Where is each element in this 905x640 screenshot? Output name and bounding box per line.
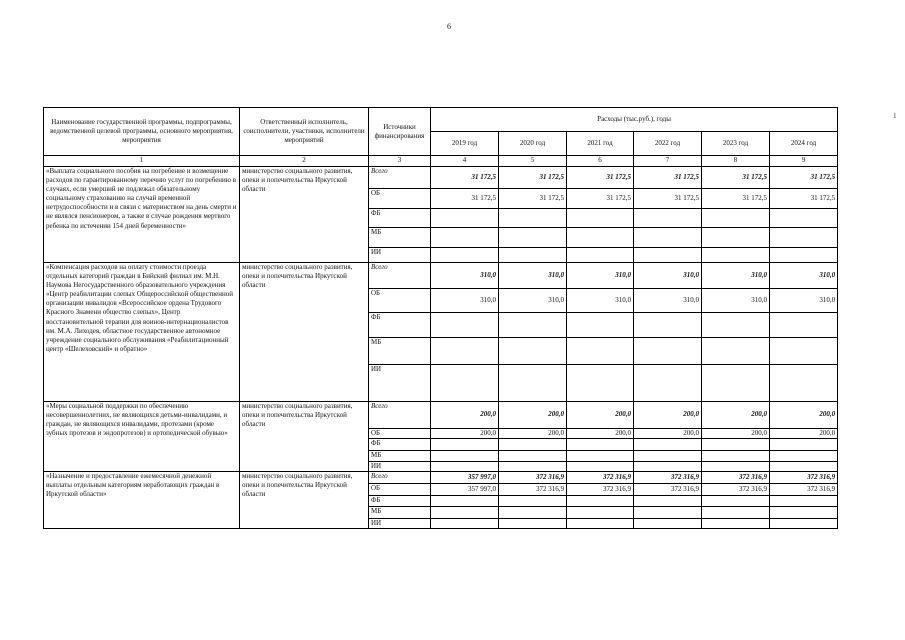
expense-value xyxy=(499,496,567,507)
expense-value: 372 316,9 xyxy=(770,484,838,496)
funding-source-label: ФБ xyxy=(369,209,431,228)
expense-value: 31 172,5 xyxy=(499,167,567,189)
header-executor: Ответственный исполнитель, соисполнители, участники, исполнители мероприятий xyxy=(240,108,369,156)
expense-value xyxy=(499,451,567,462)
expense-value: 372 316,9 xyxy=(567,472,634,484)
expense-value: 200,0 xyxy=(499,402,567,429)
funding-source-label: МБ xyxy=(369,228,431,248)
expense-value: 31 172,5 xyxy=(634,167,702,189)
column-number: 2 xyxy=(240,156,369,167)
expense-value xyxy=(634,338,702,365)
expense-value xyxy=(499,439,567,451)
funding-source-label: ИИ xyxy=(369,519,431,529)
measure-source-row xyxy=(44,402,838,429)
expense-value: 31 172,5 xyxy=(702,189,770,209)
expense-value xyxy=(567,248,634,263)
expense-value xyxy=(431,338,499,365)
expense-value xyxy=(702,462,770,472)
expense-value xyxy=(431,519,499,529)
expense-value xyxy=(431,228,499,248)
expense-value xyxy=(702,519,770,529)
expense-value xyxy=(634,496,702,507)
expense-value xyxy=(634,209,702,228)
expense-value xyxy=(567,519,634,529)
funding-source-label: Всего xyxy=(369,402,431,429)
expense-value xyxy=(431,496,499,507)
expense-value xyxy=(634,507,702,519)
column-number: 3 xyxy=(369,156,431,167)
expense-value xyxy=(431,462,499,472)
expense-value: 372 316,9 xyxy=(770,472,838,484)
expense-value: 200,0 xyxy=(770,402,838,429)
funding-source-label: ОБ xyxy=(369,289,431,313)
expense-value: 200,0 xyxy=(431,429,499,439)
expense-value: 310,0 xyxy=(702,263,770,289)
expense-value: 310,0 xyxy=(567,263,634,289)
expense-value: 310,0 xyxy=(634,263,702,289)
funding-source-label: ИИ xyxy=(369,365,431,402)
expense-value: 357 997,0 xyxy=(431,472,499,484)
expense-value: 372 316,9 xyxy=(702,484,770,496)
measure-executor: министерство социального развития, опеки и попечительства Иркутской области xyxy=(240,263,369,402)
expense-value: 200,0 xyxy=(770,429,838,439)
header-year: 2022 год xyxy=(634,132,702,156)
expense-value xyxy=(499,365,567,402)
measure-name: «Компенсация расходов на оплату стоимости проезда отдельных категорий граждан в Бийский филиал им. М.Н. Наумова Негосударственного образовательного учреждения «Центр реабилитации слепых Общероссийской общественной организации инвалидов «Всероссийское ордена Трудового Красного Знамени общество слепых», Центр восстановительной терапии для воинов-интернационалистов им. М.А. Лиходея, областное государственное автономное учреждение социального обслуживания «Реабилитационный центр «Шелеховский» и обратно» xyxy=(44,263,240,402)
expense-value: 31 172,5 xyxy=(567,167,634,189)
expense-value: 31 172,5 xyxy=(567,189,634,209)
expense-value: 200,0 xyxy=(567,429,634,439)
expense-value xyxy=(634,365,702,402)
funding-source-label: Всего xyxy=(369,167,431,189)
column-number: 7 xyxy=(634,156,702,167)
measure-executor: министерство социального развития, опеки и попечительства Иркутской области xyxy=(240,167,369,263)
expense-value xyxy=(634,248,702,263)
expense-value xyxy=(567,313,634,338)
expense-value xyxy=(702,507,770,519)
expense-value xyxy=(770,313,838,338)
header-year: 2020 год xyxy=(499,132,567,156)
funding-source-label: ИИ xyxy=(369,462,431,472)
expense-value xyxy=(702,228,770,248)
expense-value: 310,0 xyxy=(431,289,499,313)
measure-executor: министерство социального развития, опеки и попечительства Иркутской области xyxy=(240,472,369,529)
expense-value xyxy=(499,209,567,228)
expense-value xyxy=(499,519,567,529)
expense-value: 31 172,5 xyxy=(634,189,702,209)
expense-value xyxy=(634,313,702,338)
expense-value: 200,0 xyxy=(702,402,770,429)
column-number: 6 xyxy=(567,156,634,167)
expense-value xyxy=(770,507,838,519)
expense-value: 310,0 xyxy=(634,289,702,313)
header-year: 2024 год xyxy=(770,132,838,156)
header-sources: Источники финансирования xyxy=(369,108,431,156)
expense-value xyxy=(499,507,567,519)
header-row xyxy=(44,108,838,132)
expense-value: 372 316,9 xyxy=(499,484,567,496)
expense-value xyxy=(634,451,702,462)
expense-value: 200,0 xyxy=(634,429,702,439)
expense-value xyxy=(770,228,838,248)
funding-source-label: МБ xyxy=(369,338,431,365)
expense-value xyxy=(770,365,838,402)
header-expenses: Расходы (тыс.руб.), годы xyxy=(431,108,838,132)
margin-mark: 1 xyxy=(893,112,897,120)
expense-value xyxy=(634,462,702,472)
expense-value xyxy=(431,451,499,462)
expense-value xyxy=(499,313,567,338)
expense-value xyxy=(567,338,634,365)
expense-value: 31 172,5 xyxy=(770,167,838,189)
expenses-table xyxy=(43,107,838,529)
measure-name: «Выплата социального пособия на погребение и возмещение расходов по гарантированному перечню услуг по погребению в случаях, если умерший не подлежал обязательному социальному страхованию на случай временной нетрудоспособности и в связи с материнством на день смерти и не являлся пенсионером, а также в случае рождения мертвого ребенка по истечении 154 дней беременности» xyxy=(44,167,240,263)
expense-value xyxy=(567,209,634,228)
expense-value xyxy=(702,496,770,507)
expense-value xyxy=(431,313,499,338)
column-number: 5 xyxy=(499,156,567,167)
measure-name: «Назначение и предоставление ежемесячной денежной выплаты отдельным категориям неработающих граждан в Иркутской области» xyxy=(44,472,240,529)
expense-value: 31 172,5 xyxy=(770,189,838,209)
funding-source-label: Всего xyxy=(369,263,431,289)
expense-value xyxy=(770,209,838,228)
expense-value: 200,0 xyxy=(431,402,499,429)
expense-value: 200,0 xyxy=(567,402,634,429)
expense-value xyxy=(499,228,567,248)
expense-value xyxy=(431,365,499,402)
expense-value xyxy=(567,496,634,507)
expense-value xyxy=(567,228,634,248)
column-number: 8 xyxy=(702,156,770,167)
column-number: 4 xyxy=(431,156,499,167)
funding-source-label: ФБ xyxy=(369,496,431,507)
column-number-row xyxy=(44,156,838,167)
expense-value: 310,0 xyxy=(770,289,838,313)
expense-value xyxy=(634,519,702,529)
expense-value xyxy=(431,248,499,263)
expense-value xyxy=(770,338,838,365)
expense-value: 372 316,9 xyxy=(499,472,567,484)
header-year: 2023 год xyxy=(702,132,770,156)
expense-value xyxy=(567,439,634,451)
expense-value xyxy=(770,451,838,462)
funding-source-label: ОБ xyxy=(369,189,431,209)
expense-value: 372 316,9 xyxy=(634,472,702,484)
expense-value xyxy=(567,507,634,519)
expense-value xyxy=(702,248,770,263)
expense-value: 372 316,9 xyxy=(702,472,770,484)
expense-value xyxy=(567,451,634,462)
expense-value: 310,0 xyxy=(567,289,634,313)
funding-source-label: МБ xyxy=(369,507,431,519)
header-year: 2019 год xyxy=(431,132,499,156)
funding-source-label: МБ xyxy=(369,451,431,462)
expense-value xyxy=(431,439,499,451)
funding-source-label: ФБ xyxy=(369,313,431,338)
expense-value xyxy=(702,439,770,451)
expense-value: 200,0 xyxy=(702,429,770,439)
expense-value xyxy=(499,248,567,263)
column-number: 9 xyxy=(770,156,838,167)
funding-source-label: ОБ xyxy=(369,484,431,496)
measure-executor: министерство социального развития, опеки и попечительства Иркутской области xyxy=(240,402,369,472)
measure-name: «Меры социальной поддержки по обеспечению несовершеннолетних, не являющихся детьми-инвалидами, и граждан, не являющихся инвалидами, протезами (кроме зубных протезов и эндопротезов) и ортопедической обувью» xyxy=(44,402,240,472)
expense-value xyxy=(702,365,770,402)
funding-source-label: Всего xyxy=(369,472,431,484)
expense-value: 31 172,5 xyxy=(702,167,770,189)
expense-value xyxy=(499,338,567,365)
measure-source-row xyxy=(44,263,838,289)
expense-value xyxy=(567,365,634,402)
expense-value xyxy=(702,451,770,462)
expense-value xyxy=(702,338,770,365)
expense-value: 310,0 xyxy=(770,263,838,289)
funding-source-label: ФБ xyxy=(369,439,431,451)
funding-source-label: ОБ xyxy=(369,429,431,439)
expense-value xyxy=(770,462,838,472)
expense-value xyxy=(770,439,838,451)
expense-value xyxy=(702,209,770,228)
expense-value xyxy=(770,496,838,507)
expense-value xyxy=(499,462,567,472)
expense-value: 31 172,5 xyxy=(431,189,499,209)
header-program: Наименование государственной программы, подпрограммы, ведомственной целевой программы, основного мероприятия, мероприятия xyxy=(44,108,240,156)
expense-value: 310,0 xyxy=(702,289,770,313)
expense-value xyxy=(431,209,499,228)
expense-value: 372 316,9 xyxy=(567,484,634,496)
expense-value: 372 316,9 xyxy=(634,484,702,496)
funding-source-label: ИИ xyxy=(369,248,431,263)
expense-value xyxy=(567,462,634,472)
header-year: 2021 год xyxy=(567,132,634,156)
expense-value: 310,0 xyxy=(431,263,499,289)
measure-source-row xyxy=(44,167,838,189)
expense-value: 31 172,5 xyxy=(431,167,499,189)
expense-value xyxy=(702,313,770,338)
expense-value: 200,0 xyxy=(499,429,567,439)
column-number: 1 xyxy=(44,156,240,167)
expense-value xyxy=(634,439,702,451)
expense-value: 31 172,5 xyxy=(499,189,567,209)
expense-value xyxy=(431,507,499,519)
expense-value: 310,0 xyxy=(499,289,567,313)
expense-value: 357 997,0 xyxy=(431,484,499,496)
expense-value: 310,0 xyxy=(499,263,567,289)
expense-value: 200,0 xyxy=(634,402,702,429)
measure-source-row xyxy=(44,472,838,484)
expense-value xyxy=(770,519,838,529)
expense-value xyxy=(634,228,702,248)
expense-value xyxy=(770,248,838,263)
page-number: 6 xyxy=(447,22,451,31)
